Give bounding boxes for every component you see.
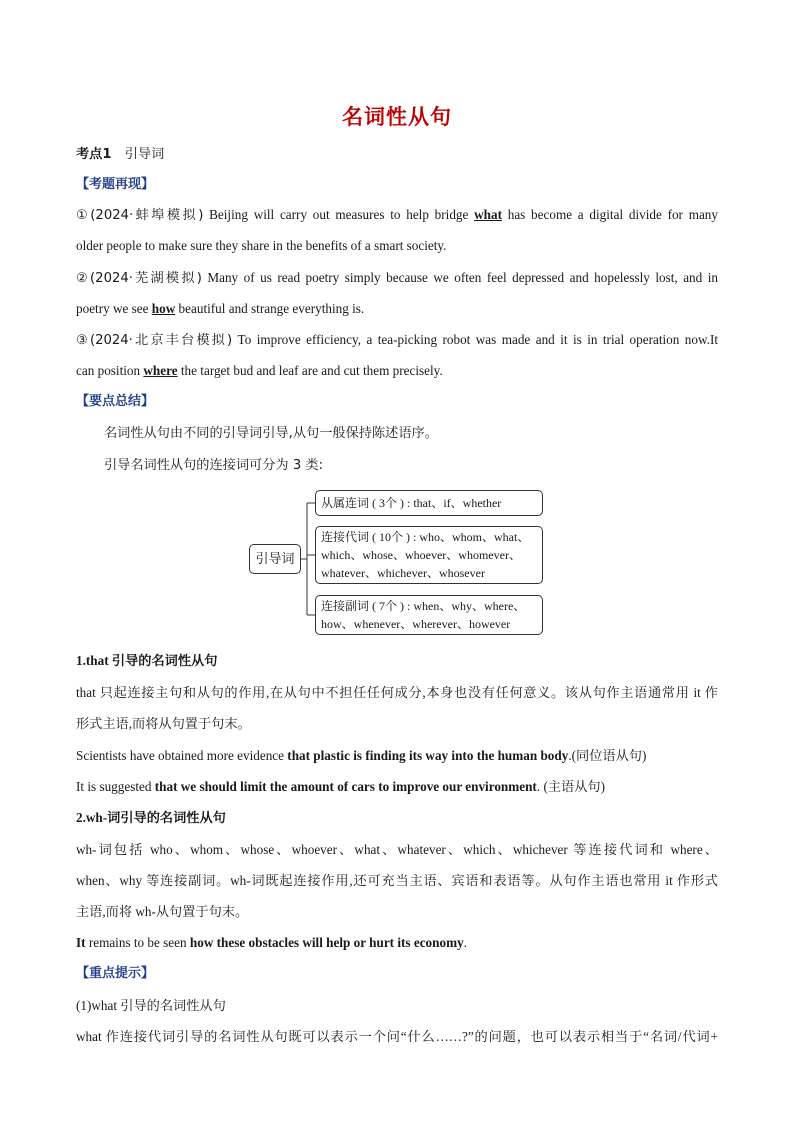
part1-ex2-pre: It is suggested — [76, 779, 155, 794]
example-3-line2-post: the target bud and leaf are and cut them precisely. — [177, 363, 443, 378]
example-1-post: has become a digital divide for many — [501, 207, 718, 222]
part2-ex-post: . — [463, 935, 467, 950]
diagram-branch-pronouns — [315, 526, 543, 584]
summary-line-2: 引导名词性从句的连接词可分为 3 类: — [104, 458, 324, 473]
part1-ex1-pre: Scientists have obtained more evidence — [76, 748, 288, 763]
example-2-pre: Many of us read poetry simply because we often feel depressed and hopelessly lost, and in — [201, 270, 718, 285]
section-name: 引导词 — [124, 147, 165, 162]
part2-ex-it: It — [76, 935, 86, 950]
example-2-line2 — [76, 299, 718, 319]
part1-desc-1: that 只起连接主句和从句的作用,在从句中不担任任何成分,本身也没有任何意义。该从句作主语通常用 it 作 — [76, 685, 718, 700]
part1-ex2-bold: that we should limit the amount of cars to improve our environment — [154, 779, 537, 794]
tip-subheading: (1)what 引导的名词性从句 — [76, 998, 226, 1013]
example-3-source: (2024·北京丰台模拟) — [89, 333, 233, 348]
part1-ex1-post: .(同位语从句) — [568, 748, 647, 763]
exam-tag: 【考题再现】 — [76, 177, 155, 192]
example-3-num: ③ — [76, 332, 90, 347]
example-1-pre: Beijing will carry out measures to help bridge — [203, 207, 475, 222]
example-2-keyword: how — [151, 301, 176, 316]
page-title: 名词性从句 — [342, 104, 452, 129]
part1-heading: 1.that 引导的名词性从句 — [76, 653, 218, 668]
part2-example — [76, 933, 718, 953]
example-3-line1 — [76, 330, 718, 351]
example-1-num: ① — [76, 207, 91, 222]
branch-2-line-1: 连接代词 ( 10个 ) : who、whom、what、 — [321, 530, 530, 544]
part1-desc-2: 形式主语,而将从句置于句末。 — [76, 716, 251, 731]
part1-ex1-bold: that plastic is finding its way into the human body — [287, 748, 569, 763]
section-label: 考点1 — [76, 147, 112, 162]
diagram-branch-subordinating — [315, 490, 543, 516]
tip-line: what 作连接代词引导的名词性从句既可以表示一个问“什么……?”的问题，也可以表示相当于“名词/代词+ — [76, 1029, 718, 1044]
part1-example-1 — [76, 746, 718, 766]
part2-ex-mid: remains to be seen — [85, 935, 190, 950]
part2-desc-2: when、why 等连接副词。wh-词既起连接作用,还可充当主语、宾语和表语等。从句作主语也常用 it 作形式 — [76, 873, 718, 888]
example-2-line1 — [76, 268, 718, 289]
branch-3-line-1: 连接副词 ( 7个 ) : when、why、where、 — [321, 599, 526, 613]
section-heading — [76, 144, 718, 165]
example-3-pre: To improve efficiency, a tea-picking robot was made and it is in trial operation now.It — [232, 332, 719, 347]
part1-ex2-post: . (主语从句) — [536, 779, 605, 794]
example-2-source: (2024·芜湖模拟) — [90, 271, 202, 286]
example-1-source: (2024·蚌埠模拟) — [90, 208, 204, 223]
branch-2-line-3: whatever、whichever、whosever — [321, 566, 485, 580]
example-1-keyword: what — [474, 207, 502, 222]
diagram-root-box: 引导词 — [249, 544, 301, 574]
example-1-line2: older people to make sure they share in the benefits of a smart society. — [76, 238, 447, 253]
branch-1-line-1: 从属连词 ( 3个 ) : that、if、whether — [321, 496, 502, 510]
example-3-keyword: where — [143, 363, 178, 378]
example-2-line2-post: beautiful and strange everything is. — [175, 301, 365, 316]
example-2-num: ② — [76, 270, 91, 285]
part2-heading: 2.wh-词引导的名词性从句 — [76, 810, 226, 825]
tip-tag: 【重点提示】 — [76, 966, 155, 981]
summary-tag: 【要点总结】 — [76, 394, 155, 409]
example-1-line1 — [76, 205, 718, 226]
example-3-line2 — [76, 361, 718, 381]
part2-desc-1: wh-词包括 who、whom、whose、whoever、what、whatever、which、whichever 等连接代词和 where、 — [76, 842, 718, 857]
branch-2-line-2: which、whose、whoever、whomever、 — [321, 548, 521, 562]
example-2-line2-pre: poetry we see — [76, 301, 152, 316]
summary-line-1: 名词性从句由不同的引导词引导,从句一般保持陈述语序。 — [104, 426, 438, 441]
part2-ex-bold: how these obstacles will help or hurt its economy — [189, 935, 464, 950]
diagram-branch-adverbs — [315, 595, 543, 635]
part2-desc-3: 主语,而将 wh-从句置于句末。 — [76, 904, 249, 919]
example-3-line2-pre: can position — [76, 363, 144, 378]
branch-3-line-2: how、whenever、wherever、however — [321, 617, 511, 631]
part1-example-2 — [76, 777, 718, 797]
